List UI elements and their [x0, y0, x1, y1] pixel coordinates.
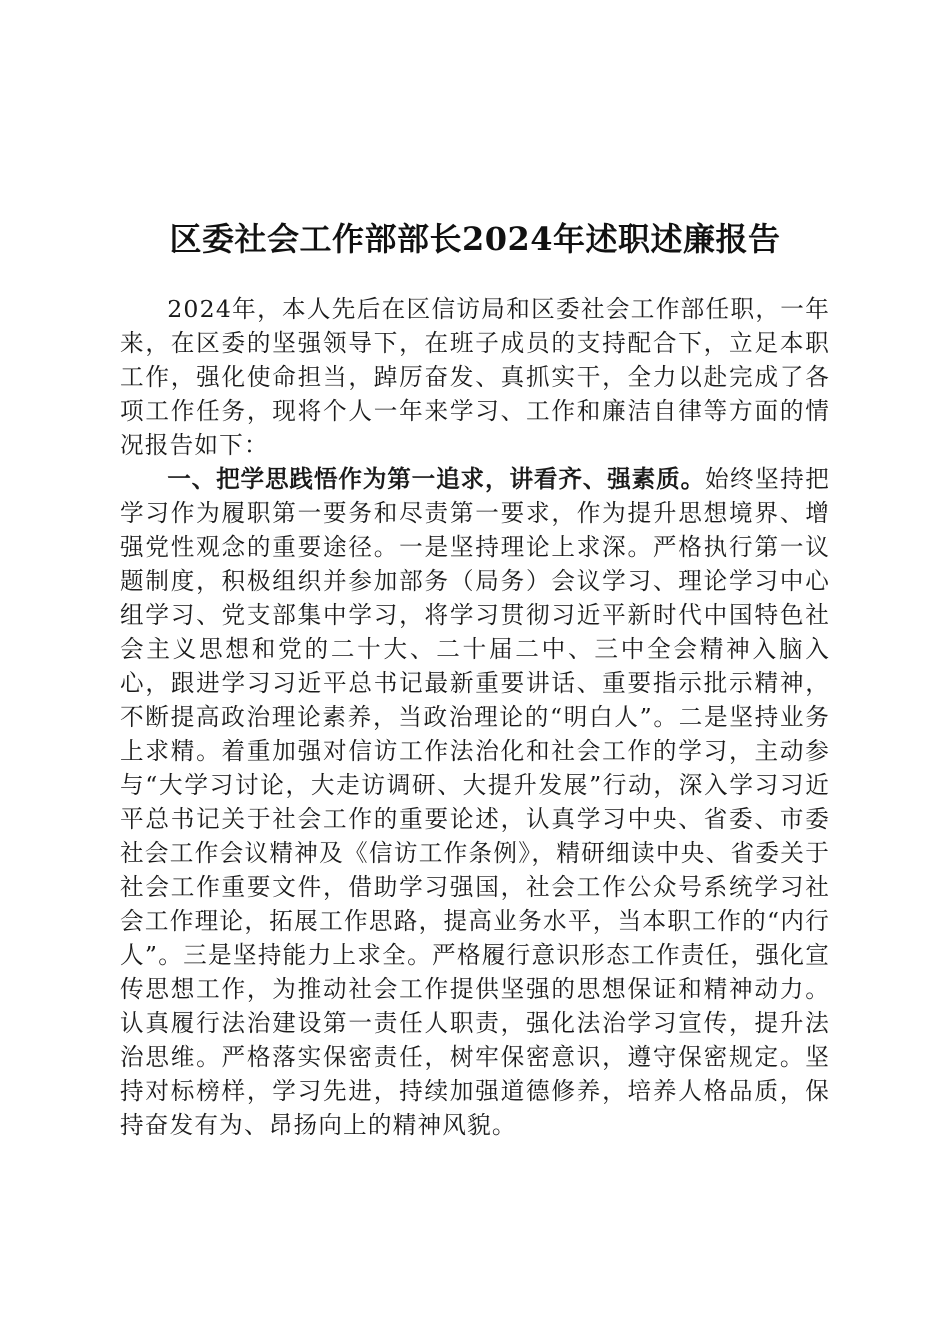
section-1-heading: 一、把学思践悟作为第一追求，讲看齐、强素质。 [167, 465, 706, 493]
intro-paragraph: 2024年，本人先后在区信访局和区委社会工作部任职，一年来，在区委的坚强领导下，在班子成员的支持配合下，立足本职工作，强化使命担当，踔厉奋发、真抓实干，全力以赴完成了各项工作任务，现将个人一年来学习、工作和廉洁自律等方面的情况报告如下： [120, 295, 830, 459]
document-body [120, 292, 830, 1142]
section-1-text: 始终坚持把学习作为履职第一要务和尽责第一要求，作为提升思想境界、增强党性观念的重要途径。一是坚持理论上求深。严格执行第一议题制度，积极组织并参加部务（局务）会议学习、理论学习中心组学习、党支部集中学习，将学习贯彻习近平新时代中国特色社会主义思想和党的二十大、二十届二中、三中全会精神入脑入心，跟进学习习近平总书记最新重要讲话、重要指示批示精神，不断提高政治理论素养，当政治理论的“明白人”。二是坚持业务上求精。着重加强对信访工作法治化和社会工作的学习，主动参与“大学习讨论，大走访调研、大提升发展”行动，深入学习习近平总书记关于社会工作的重要论述，认真学习中央、省委、市委社会工作会议精神及《信访工作条例》，精研细读中央、省委关于社会工作重要文件，借助学习强国，社会工作公众号系统学习社会工作理论，拓展工作思路，提高业务水平，当本职工作的“内行人”。三是坚持能力上求全。严格履行意识形态工作责任，强化宣传思想工作，为推动社会工作提供坚强的思想保证和精神动力。认真履行法治建设第一责任人职责，强化法治学习宣传，提升法治思维。严格落实保密责任，树牢保密意识，遵守保密规定。坚持对标榜样，学习先进，持续加强道德修养，培养人格品质，保持奋发有为、昂扬向上的精神风貌。 [120, 465, 830, 1139]
document-title: 区委社会工作部部长2024年述职述廉报告 [169, 220, 781, 259]
section-1-paragraph [120, 462, 830, 1142]
